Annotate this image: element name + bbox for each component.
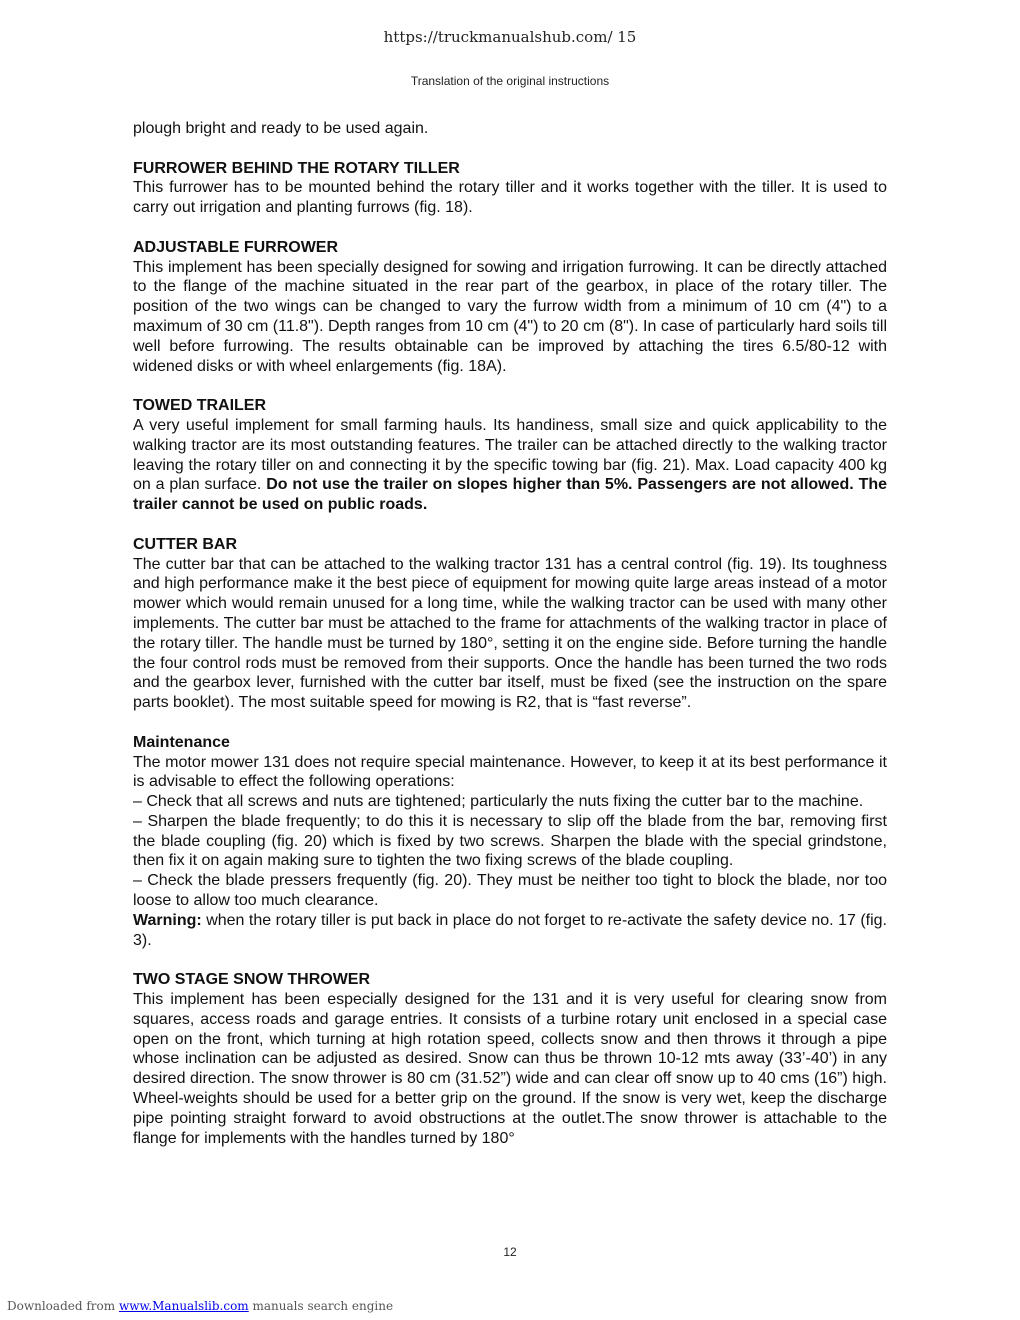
page-number: 12 xyxy=(503,1245,517,1259)
warning-paragraph xyxy=(133,911,887,951)
cutter-bar-paragraph: The cutter bar that can be attached to the walking tractor 131 has a central control (fig. 19). Its toughness and high performance make it the best piece of equipment for mowing quite large areas instead of a motor mower which would remain unused for a long time, while the walking tractor can be used with many other implements. The cutter bar must be attached to the frame for attachments of the walking tractor in place of the rotary tiller. The handle must be turned by 180°, setting it on the engine side. Before turning the handle the four control rods must be removed from their supports. Once the handle has been turned the two rods and the gearbox lever, furnished with the cutter bar itself, must be fixed (see the instruction on the spare parts booklet). The most suitable speed for mowing is R2, that is “fast reverse”. xyxy=(133,555,887,712)
manualslib-link[interactable]: www.Manualslib.com xyxy=(118,1299,249,1313)
maintenance-heading: Maintenance xyxy=(133,733,230,751)
maintenance-item: – Check that all screws and nuts are tightened; particularly the nuts fixing the cutter bar to the machine. xyxy=(133,793,864,811)
maintenance-item: – Sharpen the blade frequently; to do this it is necessary to slip off the blade from the bar, removing first the blade coupling (fig. 20) which is fixed by two screws. Sharpen the blade with the special grindstone, then fix it on again making sure to tighten the two fixing screws of the blade coupling. xyxy=(133,812,887,870)
maintenance-paragraph: The motor mower 131 does not require special maintenance. However, to keep it at its best performance it is advisable to effect the following operations: xyxy=(133,753,887,791)
intro-paragraph: plough bright and ready to be used again. xyxy=(133,120,429,137)
footer-prefix: Downloaded from xyxy=(7,1299,119,1313)
towed-trailer-heading: TOWED TRAILER xyxy=(133,397,267,415)
page-url: https://truckmanualshub.com/ 15 xyxy=(383,28,637,46)
warning-label: Warning: xyxy=(133,911,202,929)
maintenance-item: – Check the blade pressers frequently (fig. 20). They must be neither too tight to block the blade, nor too loose to allow too much clearance. xyxy=(133,872,887,910)
warning-text: when the rotary tiller is put back in place do not forget to re-activate the safety device no. 17 (fig. 3). xyxy=(133,911,887,949)
download-footer xyxy=(7,1299,393,1313)
snow-thrower-heading: TWO STAGE SNOW THROWER xyxy=(133,971,371,989)
adjustable-furrower-heading: ADJUSTABLE FURROWER xyxy=(133,238,339,256)
snow-thrower-paragraph: This implement has been especially designed for the 131 and it is very useful for clearing snow from squares, access roads and garage entries. It consists of a turbine rotary unit enclosed in a special case open on the front, which turning at high rotation speed, collects snow and then throws it through a pipe whose inclination can be adjusted as desired. Snow can thus be thrown 10-12 mts away (33’-40’) in any desired direction. The snow thrower is 80 cm (31.52”) wide and can clear off snow up to 40 cms (16”) high. Wheel-weights should be used for a better grip on the ground. If the snow is very wet, keep the discharge pipe pointing straight forward to avoid obstructions at the outlet.The snow thrower is attachable to the flange for implements with the handles turned by 180° xyxy=(133,991,887,1147)
furrower-rotary-paragraph: This furrower has to be mounted behind the rotary tiller and it works together with the tiller. It is used to carry out irrigation and planting furrows (fig. 18). xyxy=(133,179,887,217)
document-body xyxy=(133,119,887,1148)
towed-trailer-bold-text: Do not use the trailer on slopes higher than 5%. Passengers are not allowed. The trailer cannot be used on public roads. xyxy=(133,476,888,514)
towed-trailer-paragraph xyxy=(133,416,887,515)
towed-trailer-text: A very useful implement for small farming hauls. Its handiness, small size and quick applicability to the walking tractor are its most outstanding features. The trailer can be attached directly to the walking tractor leaving the rotary tiller on and connecting it by the specific towing bar (fig. 21). Max. Load capacity 400 kg on a plan surface. xyxy=(133,416,887,494)
adjustable-furrower-paragraph: This implement has been specially designed for sowing and irrigation furrowing. It can be directly attached to the flange of the machine situated in the rear part of the gearbox, in place of the rotary tiller. The position of the two wings can be changed to vary the furrow width from a minimum of 10 cm (4") to a maximum of 30 cm (11.8"). Depth ranges from 10 cm (4") to 20 cm (8"). In case of particularly hard soils till well before furrowing. The results obtainable can be improved by attaching the tires 6.5/80-12 with widened disks or with wheel enlargements (fig. 18A). xyxy=(133,258,887,375)
cutter-bar-heading: CUTTER BAR xyxy=(133,535,237,553)
furrower-rotary-heading: FURROWER BEHIND THE ROTARY TILLER xyxy=(133,159,460,177)
footer-suffix: manuals search engine xyxy=(248,1299,394,1313)
page-subtitle: Translation of the original instructions xyxy=(410,74,610,88)
